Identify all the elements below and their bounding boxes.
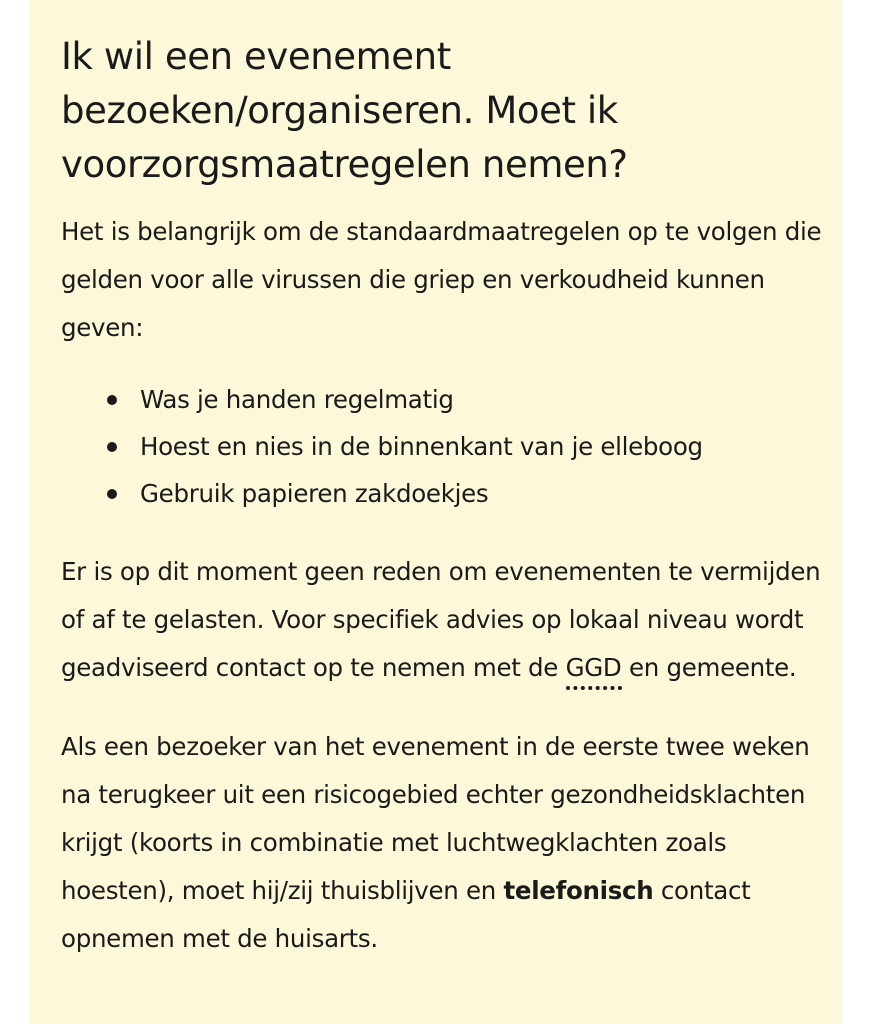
list-item: Gebruik papieren zakdoekjes <box>107 470 822 517</box>
intro-paragraph: Het is belangrijk om de standaardmaatregelen op te volgen die gelden voor alle virussen die griep en verkoudheid kunnen geven: <box>61 217 822 342</box>
list-item: Hoest en nies in de binnenkant van je elleboog <box>107 423 822 470</box>
advice-text-start: Er is op dit moment geen reden om evenementen te vermijden of af te gelasten. Voor specifiek advies op lokaal niveau wordt geadviseerd contact op te nemen met de <box>61 557 821 682</box>
symptoms-paragraph <box>61 723 822 963</box>
faq-question-heading: Ik wil een evenement bezoeken/organiseren. Moet ik voorzorgsmaatregelen nemen? <box>61 35 628 186</box>
advice-text-end: en gemeente. <box>621 653 797 682</box>
emphasis-telefonisch: telefonisch <box>503 876 654 905</box>
ggd-abbreviation[interactable]: GGD <box>566 653 622 690</box>
measures-list <box>61 376 822 517</box>
faq-answer-panel <box>29 0 842 1024</box>
advice-paragraph <box>61 548 822 692</box>
symptoms-text-end: contact opnemen met de huisarts. <box>61 876 751 953</box>
symptoms-text-start: Als een bezoeker van het evenement in de eerste twee weken na terugkeer uit een risicogebied echter gezondheidsklachten krijgt (koorts in combinatie met luchtwegklachten zoals hoesten), moet hij/zij thuisblijven en <box>61 732 810 905</box>
list-item: Was je handen regelmatig <box>107 376 822 423</box>
